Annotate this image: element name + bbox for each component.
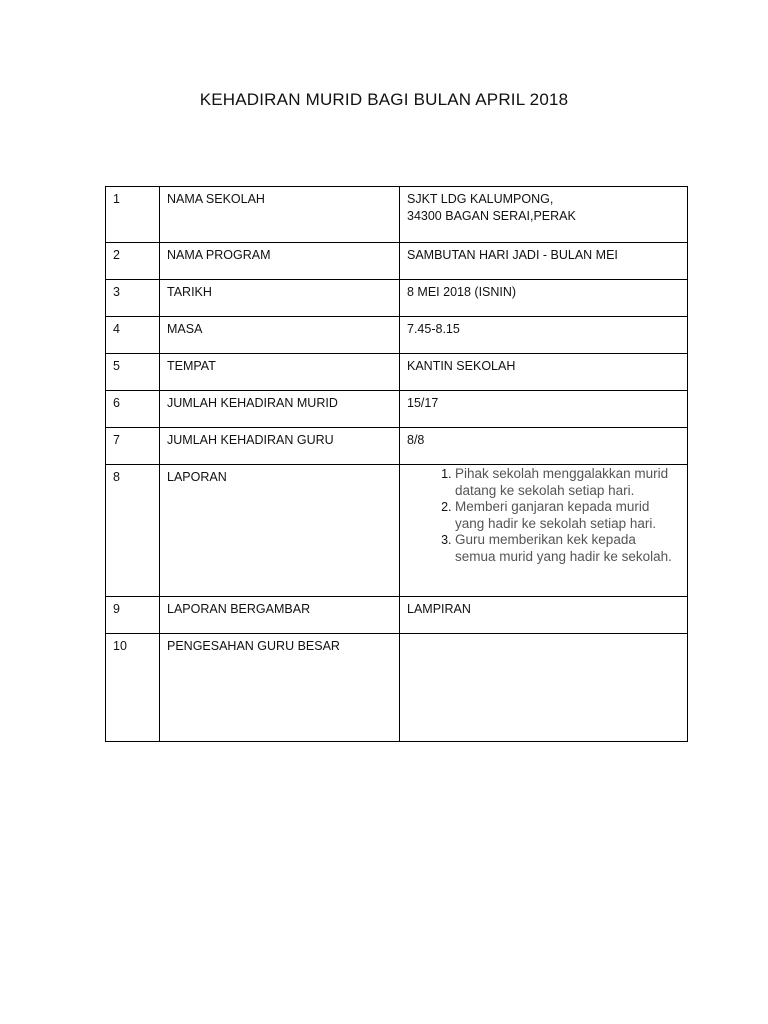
table-row (106, 597, 688, 634)
row-number: 7 (106, 428, 160, 465)
row-label: NAMA PROGRAM (160, 243, 400, 280)
school-name-line: SJKT LDG KALUMPONG, (407, 192, 554, 206)
row-label: TEMPAT (160, 354, 400, 391)
row-number: 1 (106, 187, 160, 243)
row-value: LAMPIRAN (400, 597, 688, 634)
row-value: 7.45-8.15 (400, 317, 688, 354)
row-value (400, 465, 688, 597)
table-row (106, 391, 688, 428)
signature-cell (400, 634, 688, 742)
school-address-line: 34300 BAGAN SERAI,PERAK (407, 209, 576, 223)
row-label: NAMA SEKOLAH (160, 187, 400, 243)
row-number: 8 (106, 465, 160, 597)
table-row (106, 243, 688, 280)
attendance-table (105, 186, 688, 742)
row-number: 5 (106, 354, 160, 391)
list-item: 1. Pihak sekolah menggalakkan murid datang ke sekolah setiap hari. (455, 466, 680, 499)
row-label: LAPORAN (160, 465, 400, 597)
row-number: 6 (106, 391, 160, 428)
list-item: 2. Memberi ganjaran kepada murid yang hadir ke sekolah setiap hari. (455, 499, 680, 532)
table-row (106, 317, 688, 354)
row-value: SAMBUTAN HARI JADI - BULAN MEI (400, 243, 688, 280)
table-row (106, 428, 688, 465)
row-value (400, 187, 688, 243)
row-label: TARIKH (160, 280, 400, 317)
row-number: 9 (106, 597, 160, 634)
table-row (106, 280, 688, 317)
row-label: PENGESAHAN GURU BESAR (160, 634, 400, 742)
row-label: JUMLAH KEHADIRAN MURID (160, 391, 400, 428)
row-number: 4 (106, 317, 160, 354)
row-label: LAPORAN BERGAMBAR (160, 597, 400, 634)
row-value: 15/17 (400, 391, 688, 428)
report-list (407, 466, 680, 565)
row-value: 8/8 (400, 428, 688, 465)
list-item: 3. Guru memberikan kek kepada semua murid yang hadir ke sekolah. (455, 532, 680, 565)
row-number: 2 (106, 243, 160, 280)
row-number: 3 (106, 280, 160, 317)
row-value: KANTIN SEKOLAH (400, 354, 688, 391)
row-value: 8 MEI 2018 (ISNIN) (400, 280, 688, 317)
row-number: 10 (106, 634, 160, 742)
table-row (106, 187, 688, 243)
table-row (106, 354, 688, 391)
table-row (106, 634, 688, 742)
page-title: KEHADIRAN MURID BAGI BULAN APRIL 2018 (199, 90, 569, 109)
row-label: JUMLAH KEHADIRAN GURU (160, 428, 400, 465)
row-label: MASA (160, 317, 400, 354)
table-row (106, 465, 688, 597)
